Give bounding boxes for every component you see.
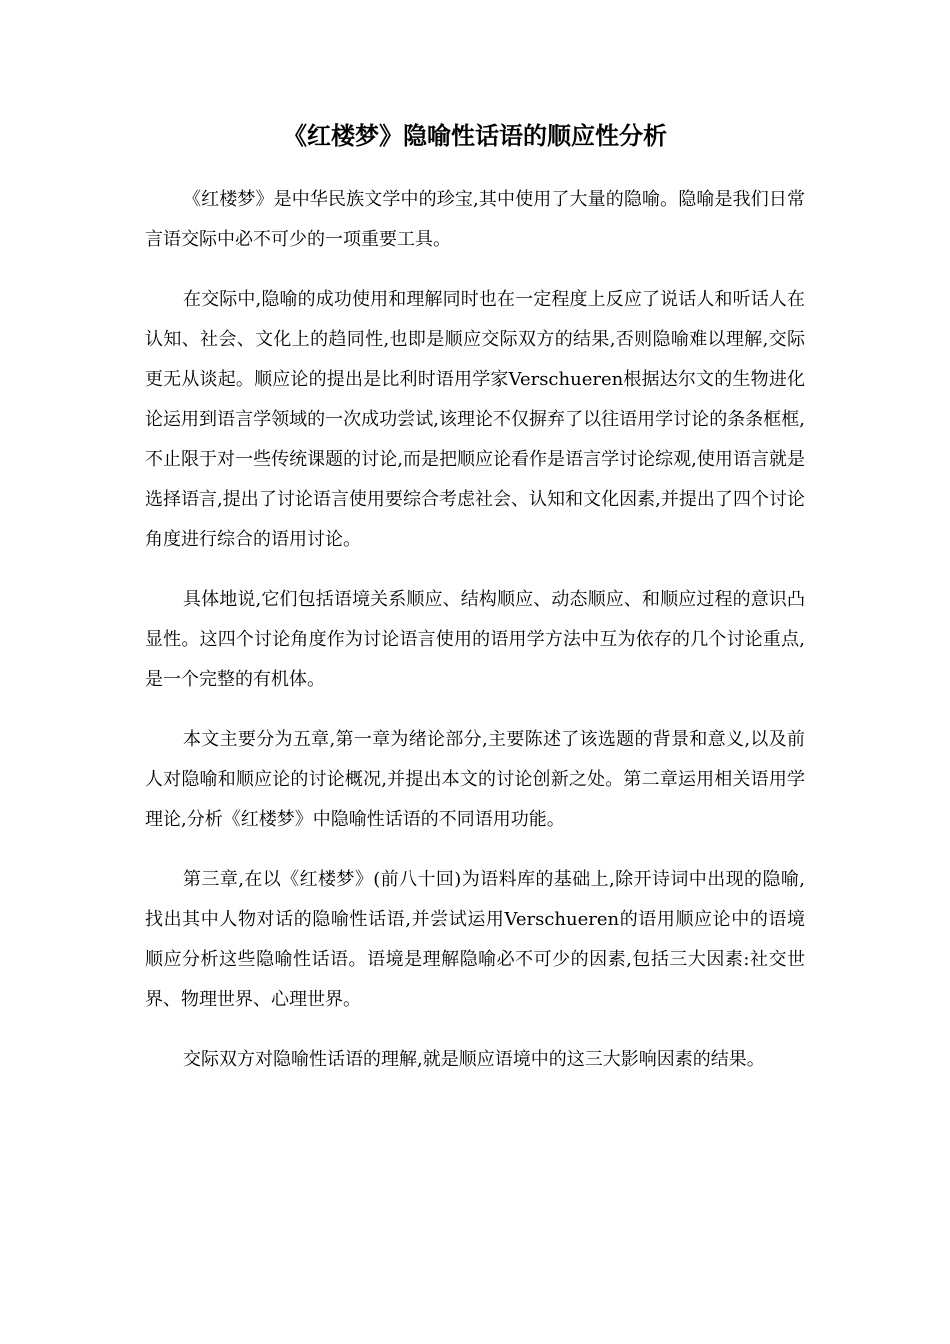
paragraph-4: 本文主要分为五章,第一章为绪论部分,主要陈述了该选题的背景和意义,以及前人对隐喻和顺应论的讨论概况,并提出本文的讨论创新之处。第二章运用相关语用学理论,分析《红楼梦》中隐喻性话语的不同语用功能。 — [145, 729, 805, 830]
document-body — [145, 180, 805, 1100]
paragraph-2: 在交际中,隐喻的成功使用和理解同时也在一定程度上反应了说话人和听话人在认知、社会、文化上的趋同性,也即是顺应交际双方的结果,否则隐喻难以理解,交际更无从谈起。顺应论的提出是比利时语用学家Verschueren根据达尔文的生物进化论运用到语言学领域的一次成功尝试,该理论不仅摒弃了以往语用学讨论的条条框框,不止限于对一些传统课题的讨论,而是把顺应论看作是语言学讨论综观,使用语言就是选择语言,提出了讨论语言使用要综合考虑社会、认知和文化因素,并提出了四个讨论角度进行综合的语用讨论。 — [145, 289, 805, 550]
document-title: 《红楼梦》隐喻性话语的顺应性分析 — [283, 122, 667, 150]
paragraph-6: 交际双方对隐喻性话语的理解,就是顺应语境中的这三大影响因素的结果。 — [183, 1049, 765, 1070]
paragraph-1: 《红楼梦》是中华民族文学中的珍宝,其中使用了大量的隐喻。隐喻是我们日常言语交际中必不可少的一项重要工具。 — [145, 189, 805, 250]
paragraph-5: 第三章,在以《红楼梦》(前八十回)为语料库的基础上,除开诗词中出现的隐喻,找出其中人物对话的隐喻性话语,并尝试运用Verschueren的语用顺应论中的语境顺应分析这些隐喻性话语。语境是理解隐喻必不可少的因素,包括三大因素:社交世界、物理世界、心理世界。 — [145, 869, 805, 1010]
paragraph-3: 具体地说,它们包括语境关系顺应、结构顺应、动态顺应、和顺应过程的意识凸显性。这四个讨论角度作为讨论语言使用的语用学方法中互为依存的几个讨论重点,是一个完整的有机体。 — [145, 589, 805, 690]
